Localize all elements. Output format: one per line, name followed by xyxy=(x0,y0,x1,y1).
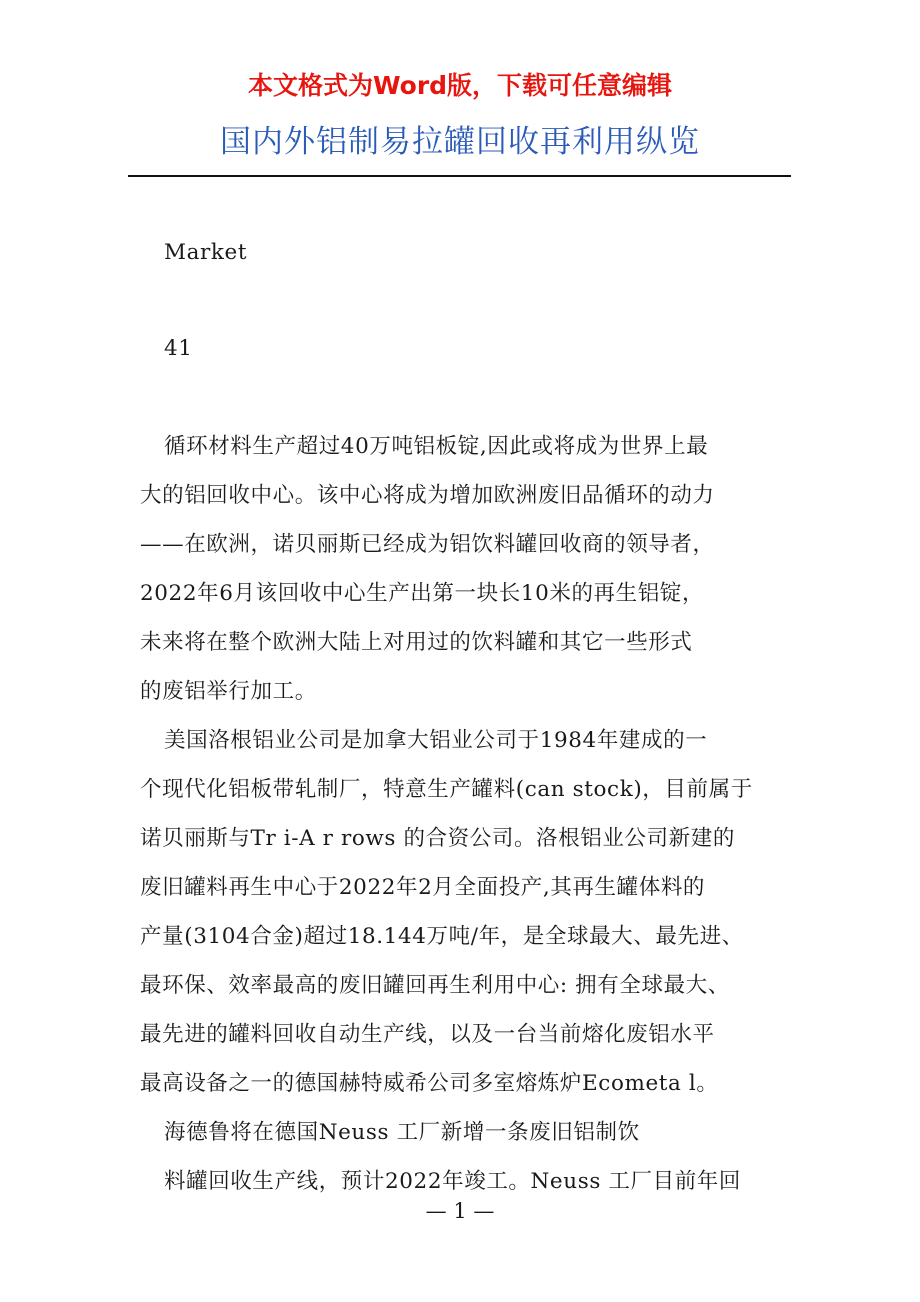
text-line: 个现代化铝板带轧制厂，特意生产罐料(can stock)，目前属于 xyxy=(140,777,753,802)
text-line: 海德鲁将在德国Neuss 工厂新增一条废旧铝制饮 xyxy=(164,1120,640,1145)
document-title: 国内外铝制易拉罐回收再利用纵览 xyxy=(220,124,700,160)
text-line: 的废铝举行加工。 xyxy=(140,679,317,704)
editable-notice-banner: 本文格式为Word版，下载可任意编辑 xyxy=(247,71,673,100)
text-line: 2022年6月该回收中心生产出第一块长10米的再生铝锭， xyxy=(140,581,705,606)
text-line: Market xyxy=(164,240,248,265)
text-line: 41 xyxy=(164,336,193,361)
text-line: 最高设备之一的德国赫特威希公司多室熔炼炉Ecometa l。 xyxy=(140,1071,719,1096)
text-line: 废旧罐料再生中心于2022年2月全面投产,其再生罐体料的 xyxy=(140,875,706,900)
text-line: 最环保、效率最高的废旧罐回再生利用中心: 拥有全球最大、 xyxy=(140,973,730,998)
text-line: 美国洛根铝业公司是加拿大铝业公司于1984年建成的一 xyxy=(164,728,708,753)
text-line: 大的铝回收中心。该中心将成为增加欧洲废旧品循环的动力 xyxy=(140,483,715,508)
text-line: 料罐回收生产线，预计2022年竣工。Neuss 工厂目前年回 xyxy=(164,1169,742,1194)
text-line: 未来将在整个欧洲大陆上对用过的饮料罐和其它一些形式 xyxy=(140,630,693,655)
text-line: ——在欧洲，诺贝丽斯已经成为铝饮料罐回收商的领导者， xyxy=(140,532,715,557)
text-line: 循环材料生产超过40万吨铝板锭,因此或将成为世界上最 xyxy=(164,434,709,459)
page-number: — 1 — xyxy=(425,1199,495,1223)
title-divider xyxy=(128,175,791,177)
text-line: 最先进的罐料回收自动生产线，以及一台当前熔化废铝水平 xyxy=(140,1022,715,1047)
text-line: 诺贝丽斯与Tr i-A r rows 的合资公司。洛根铝业公司新建的 xyxy=(140,826,735,851)
text-line: 产量(3104合金)超过18.144万吨/年，是全球最大、最先进、 xyxy=(140,924,744,949)
